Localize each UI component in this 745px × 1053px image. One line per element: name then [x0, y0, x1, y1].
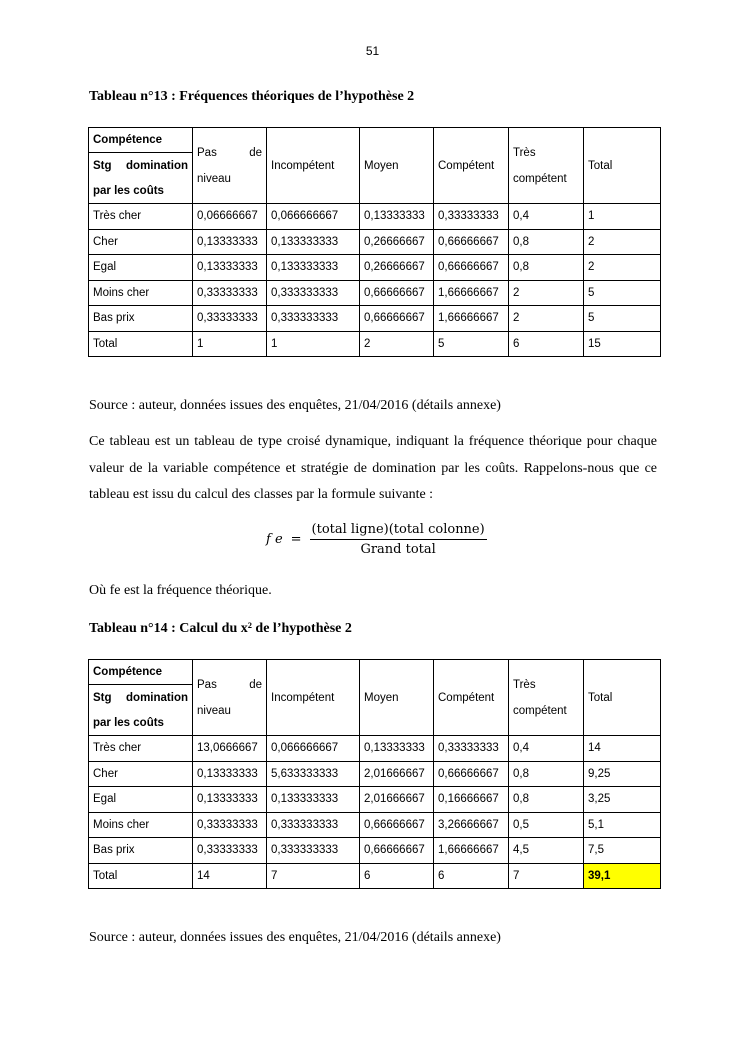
table-row — [89, 812, 661, 838]
table-cell: 0,33333333 — [193, 306, 267, 332]
table-cell: 2 — [584, 229, 661, 255]
table-cell: 0,16666667 — [434, 787, 509, 813]
row-label: Cher — [89, 229, 193, 255]
header-pas-de-niveau: Pas de niveau — [193, 128, 267, 204]
table-cell: 7 — [267, 863, 360, 889]
table-cell: 1 — [267, 331, 360, 357]
table-cell: 0,26666667 — [360, 255, 434, 281]
table-cell: 0,66666667 — [434, 255, 509, 281]
table-cell: 0,06666667 — [193, 204, 267, 230]
source-note-2: Source : auteur, données issues des enquêtes, 21/04/2016 (détails annexe) — [89, 930, 501, 945]
row-label: Moins cher — [89, 812, 193, 838]
table13-caption: Tableau n°13 : Fréquences théoriques de l’hypothèse 2 — [89, 89, 415, 104]
corner-bottom-line1: Stg domination — [93, 160, 188, 172]
row-label: Bas prix — [89, 838, 193, 864]
table-cell: 6 — [509, 331, 584, 357]
table-cell: 0,4 — [509, 736, 584, 762]
table-cell: 0,66666667 — [360, 838, 434, 864]
table-cell: 0,66666667 — [360, 812, 434, 838]
table-cell: 5 — [434, 331, 509, 357]
table-cell: 0,66666667 — [360, 280, 434, 306]
table-row — [89, 229, 661, 255]
table-row — [89, 761, 661, 787]
page-number: 51 — [365, 44, 380, 58]
table-cell: 0,8 — [509, 255, 584, 281]
table-cell: 0,8 — [509, 787, 584, 813]
table-cell: 2,01666667 — [360, 761, 434, 787]
table-cell: 14 — [193, 863, 267, 889]
table-row — [89, 306, 661, 332]
table-cell: 2 — [360, 331, 434, 357]
table-cell: 0,33333333 — [434, 204, 509, 230]
table-cell: 1 — [193, 331, 267, 357]
table14-caption: Tableau n°14 : Calcul du x² de l’hypothèse 2 — [89, 621, 352, 636]
table-cell: 0,133333333 — [267, 229, 360, 255]
table-cell: 14 — [584, 736, 661, 762]
formula-numerator: (total ligne)(total colonne) — [310, 522, 487, 540]
row-label: Egal — [89, 255, 193, 281]
row-label: Total — [89, 863, 193, 889]
table-cell: 6 — [360, 863, 434, 889]
table-header-row — [89, 128, 661, 204]
corner-top-label: Compétence — [89, 128, 192, 153]
table-cell: 3,26666667 — [434, 812, 509, 838]
table-row — [89, 204, 661, 230]
table-cell: 1,66666667 — [434, 838, 509, 864]
table-cell: 0,66666667 — [434, 229, 509, 255]
table-cell: 15 — [584, 331, 661, 357]
formula — [266, 522, 487, 557]
table-cell: 0,33333333 — [193, 280, 267, 306]
header-moyen: Moyen — [360, 660, 434, 736]
table-cell: 3,25 — [584, 787, 661, 813]
body-paragraph: Ce tableau est un tableau de type croisé dynamique, indiquant la fréquence théorique pour chaque valeur de la variable compétence et stratégie de domination par les coûts. Rappelons-nous que ce tableau est issu du calcul des classes par la formule suivante : — [89, 434, 657, 502]
table-cell: 0,66666667 — [434, 761, 509, 787]
formula-lhs: f e — [266, 532, 283, 547]
table-cell: 5 — [584, 280, 661, 306]
formula-fraction — [310, 522, 487, 557]
header-total: Total — [584, 128, 661, 204]
source-note-1: Source : auteur, données issues des enquêtes, 21/04/2016 (détails annexe) — [89, 398, 501, 413]
table-cell: 0,13333333 — [360, 736, 434, 762]
table-cell: 0,333333333 — [267, 306, 360, 332]
row-label: Egal — [89, 787, 193, 813]
table-cell: 2 — [509, 280, 584, 306]
row-label: Cher — [89, 761, 193, 787]
table-cell: 0,13333333 — [193, 229, 267, 255]
row-label: Total — [89, 331, 193, 357]
table-cell: 5 — [584, 306, 661, 332]
table-cell: 0,13333333 — [193, 255, 267, 281]
corner-bottom-line2: par les coûts — [93, 717, 164, 729]
corner-bottom-line1: Stg domination — [93, 692, 188, 704]
header-tres-competent: Très compétent — [509, 128, 584, 204]
table-cell: 7,5 — [584, 838, 661, 864]
table-cell: 9,25 — [584, 761, 661, 787]
row-label: Très cher — [89, 204, 193, 230]
table-header-row — [89, 660, 661, 736]
table-cell: 0,26666667 — [360, 229, 434, 255]
corner-bottom-line2: par les coûts — [93, 185, 164, 197]
table-cell: 2 — [584, 255, 661, 281]
corner-header — [89, 660, 193, 736]
table-cell: 0,333333333 — [267, 838, 360, 864]
table-cell: 0,333333333 — [267, 280, 360, 306]
table-row — [89, 736, 661, 762]
corner-top-label: Compétence — [89, 660, 192, 685]
table-total-row — [89, 863, 661, 889]
header-incompetent: Incompétent — [267, 128, 360, 204]
table-cell: 0,066666667 — [267, 204, 360, 230]
table-cell: 4,5 — [509, 838, 584, 864]
header-moyen: Moyen — [360, 128, 434, 204]
table-cell: 0,5 — [509, 812, 584, 838]
table-cell: 0,13333333 — [360, 204, 434, 230]
table-cell: 0,8 — [509, 761, 584, 787]
table-cell: 0,33333333 — [434, 736, 509, 762]
header-total: Total — [584, 660, 661, 736]
formula-equals: = — [290, 532, 302, 547]
table-cell: 0,066666667 — [267, 736, 360, 762]
fe-definition: Où fe est la fréquence théorique. — [89, 583, 272, 598]
table-cell: 0,13333333 — [193, 787, 267, 813]
header-tres-competent: Très compétent — [509, 660, 584, 736]
table-row — [89, 280, 661, 306]
table-cell: 1,66666667 — [434, 306, 509, 332]
table-cell: 7 — [509, 863, 584, 889]
table-row — [89, 255, 661, 281]
table-cell: 2,01666667 — [360, 787, 434, 813]
table-cell: 0,333333333 — [267, 812, 360, 838]
header-incompetent: Incompétent — [267, 660, 360, 736]
table-row — [89, 787, 661, 813]
table-cell: 13,0666667 — [193, 736, 267, 762]
table-cell: 5,1 — [584, 812, 661, 838]
table-cell: 6 — [434, 863, 509, 889]
table-cell: 5,633333333 — [267, 761, 360, 787]
row-label: Bas prix — [89, 306, 193, 332]
header-pas-de-niveau: Pas de niveau — [193, 660, 267, 736]
table14 — [88, 659, 661, 889]
header-competent: Compétent — [434, 660, 509, 736]
table-cell: 0,33333333 — [193, 812, 267, 838]
corner-header — [89, 128, 193, 204]
row-label: Moins cher — [89, 280, 193, 306]
table-cell: 0,133333333 — [267, 255, 360, 281]
table-total-row — [89, 331, 661, 357]
table-cell: 1,66666667 — [434, 280, 509, 306]
header-competent: Compétent — [434, 128, 509, 204]
table-cell: 0,133333333 — [267, 787, 360, 813]
table13 — [88, 127, 661, 357]
formula-denominator: Grand total — [360, 542, 436, 557]
table-cell: 0,33333333 — [193, 838, 267, 864]
table-cell: 2 — [509, 306, 584, 332]
table-cell: 0,8 — [509, 229, 584, 255]
chi-square-total-cell: 39,1 — [584, 863, 661, 889]
table-cell: 0,66666667 — [360, 306, 434, 332]
table-row — [89, 838, 661, 864]
table-cell: 0,4 — [509, 204, 584, 230]
row-label: Très cher — [89, 736, 193, 762]
table-cell: 0,13333333 — [193, 761, 267, 787]
table-cell: 1 — [584, 204, 661, 230]
